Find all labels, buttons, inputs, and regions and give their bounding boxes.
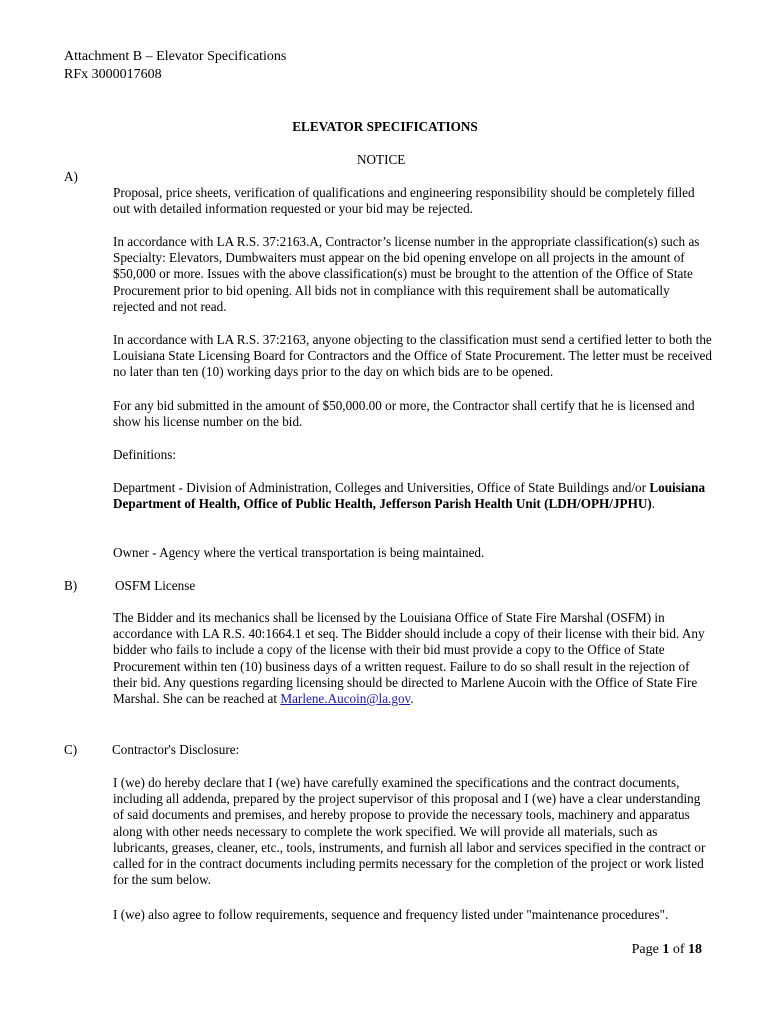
notice-heading: NOTICE [357, 152, 406, 167]
definition-department-text: Department - Division of Administration, Colleges and Universities, Office of State Buildings and/or [113, 480, 650, 495]
section-b-paragraph [113, 610, 713, 707]
page-number [632, 942, 702, 958]
section-b-paragraph-text: The Bidder and its mechanics shall be licensed by the Louisiana Office of State Fire Marshal (OSFM) in accordance with LA R.S. 40:1664.1 et seq. The Bidder should include a copy of their license with their bid. Any bidder who fails to include a copy of the license with their bid must provide a copy to the Office of State Procurement within ten (10) business days of a written request. Failure to do so shall result in the rejection of their bid. Any questions regarding licensing should be directed to Marlene Aucoin with the Office of State Fire Marshal. She can be reached at [113, 610, 705, 707]
section-a-label: A) [64, 169, 78, 184]
page-number-of: of [669, 942, 688, 957]
definition-department [113, 480, 713, 512]
page-number-label: Page [631, 942, 663, 957]
definition-department-end: . [651, 496, 656, 512]
section-a-paragraph-1: Proposal, price sheets, verification of qualifications and engineering responsibility should be completely filled out with detailed information requested or your bid may be rejected. [113, 185, 695, 217]
section-c-label: C) [64, 742, 78, 757]
page-number-total: 18 [688, 942, 702, 957]
page-title: ELEVATOR SPECIFICATIONS [292, 119, 478, 134]
definition-owner: Owner - Agency where the vertical transportation is being maintained. [113, 545, 485, 560]
section-a-paragraph-2: In accordance with LA R.S. 37:2163.A, Contractor’s license number in the appropriate classification(s) such as Specialty: Elevators, Dumbwaiters must appear on the bid opening envelope on all projects in the amount of $50,000 or more. Issues with the above classification(s) must be brought to the attention of the Office of State Procurement prior to bid opening. All bids not in compliance with this requirement shall be automatically rejected and not read. [113, 234, 700, 314]
section-c-heading: Contractor's Disclosure: [112, 742, 240, 757]
email-link[interactable]: Marlene.Aucoin@la.gov [280, 691, 411, 707]
section-a-paragraph-3: In accordance with LA R.S. 37:2163, anyone objecting to the classification must send a certified letter to both the Louisiana State Licensing Board for Contractors and the Office of State Procurement. The letter must be received no later than ten (10) working days prior to the day on which bids are to be opened. [113, 332, 712, 380]
section-b-heading: OSFM License [115, 578, 196, 593]
section-c-paragraph-2: I (we) also agree to follow requirements, sequence and frequency listed under "maintenance procedures". [113, 907, 669, 922]
document-header-rfx: RFx 3000017608 [64, 67, 162, 82]
section-a-paragraph-4: For any bid submitted in the amount of $50,000.00 or more, the Contractor shall certify that he is licensed and show his license number on the bid. [113, 398, 695, 430]
document-header-title: Attachment B – Elevator Specifications [64, 49, 287, 64]
section-b-label: B) [64, 578, 78, 593]
section-b-paragraph-end: . [410, 691, 414, 707]
page-number-current: 1 [662, 942, 670, 957]
definition-department-agency: Louisiana Department of Health, Office of Public Health, Jefferson Parish Health Unit (LDH/OPH/JPHU) [113, 480, 706, 512]
section-c-paragraph-1: I (we) do hereby declare that I (we) have carefully examined the specifications and the contract documents, including all addenda, prepared by the project supervisor of this proposal and I (we) have a clear understanding of said documents and premises, and hereby propose to provide the necessary tools, machinery and apparatus along with other needs necessary to complete the work specified. We will provide all materials, such as lubricants, greases, cleaner, etc., tools, instruments, and furnish all labor and services specified in the contract or called for in the contract documents including permits necessary for the completion of the project or work listed for the sum below. [113, 775, 706, 888]
definitions-label: Definitions: [113, 447, 177, 462]
